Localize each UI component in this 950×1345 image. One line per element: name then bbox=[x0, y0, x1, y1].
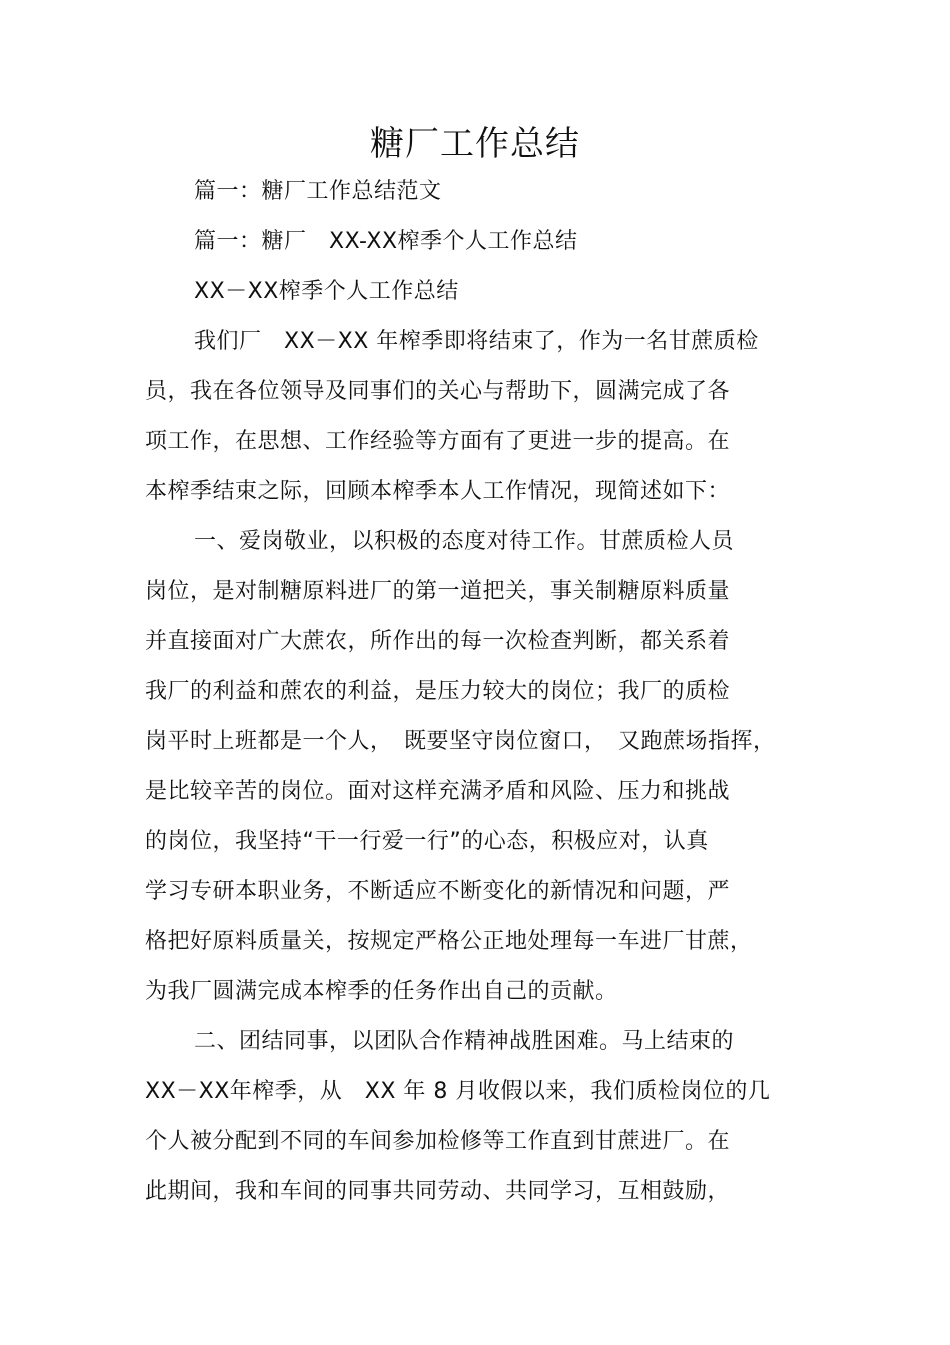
paragraph-line: 本榨季结束之际，回顾本榨季本人工作情况，现简述如下： bbox=[145, 479, 731, 504]
section-subheading: 篇一：糖厂 XX-XX榨季个人工作总结 bbox=[194, 229, 578, 254]
paragraph-line: 此期间，我和车间的同事共同劳动、共同学习，互相鼓励， bbox=[145, 1179, 731, 1204]
paragraph-line: 二、团结同事，以团队合作精神战胜困难。马上结束的 bbox=[194, 1029, 735, 1054]
paragraph-line: 项工作，在思想、工作经验等方面有了更进一步的提高。在 bbox=[145, 429, 731, 454]
paragraph-line: 为我厂圆满完成本榨季的任务作出自己的贡献。 bbox=[145, 979, 618, 1004]
paragraph-line: 格把好原料质量关，按规定严格公正地处理每一车进厂甘蔗， bbox=[145, 929, 753, 954]
article-heading: XX－XX榨季个人工作总结 bbox=[194, 279, 459, 304]
paragraph-line: 学习专研本职业务，不断适应不断变化的新情况和问题，严 bbox=[145, 879, 731, 904]
paragraph-line: XX－XX年榨季，从 XX 年 8 月收假以来，我们质检岗位的几 bbox=[145, 1079, 771, 1104]
paragraph-line: 我厂的利益和蔗农的利益，是压力较大的岗位；我厂的质检 bbox=[145, 679, 731, 704]
paragraph-line: 岗平时上班都是一个人， 既要坚守岗位窗口， 又跑蔗场指挥， bbox=[145, 729, 776, 754]
section-heading: 篇一：糖厂工作总结范文 bbox=[194, 179, 442, 204]
paragraph-line: 是比较辛苦的岗位。面对这样充满矛盾和风险、压力和挑战 bbox=[145, 779, 731, 804]
paragraph-line: 我们厂 XX－XX 年榨季即将结束了，作为一名甘蔗质检 bbox=[194, 329, 759, 354]
paragraph-line: 个人被分配到不同的车间参加检修等工作直到甘蔗进厂。在 bbox=[145, 1129, 731, 1154]
paragraph-line: 一、爱岗敬业，以积极的态度对待工作。甘蔗质检人员 bbox=[194, 529, 735, 554]
document-title: 糖厂工作总结 bbox=[370, 124, 580, 164]
paragraph-line: 并直接面对广大蔗农，所作出的每一次检查判断，都关系着 bbox=[145, 629, 731, 654]
paragraph-line: 员，我在各位领导及同事们的关心与帮助下，圆满完成了各 bbox=[145, 379, 731, 404]
paragraph-line: 的岗位，我坚持“干一行爱一行”的心态，积极应对，认真 bbox=[145, 829, 709, 854]
paragraph-line: 岗位，是对制糖原料进厂的第一道把关，事关制糖原料质量 bbox=[145, 579, 731, 604]
